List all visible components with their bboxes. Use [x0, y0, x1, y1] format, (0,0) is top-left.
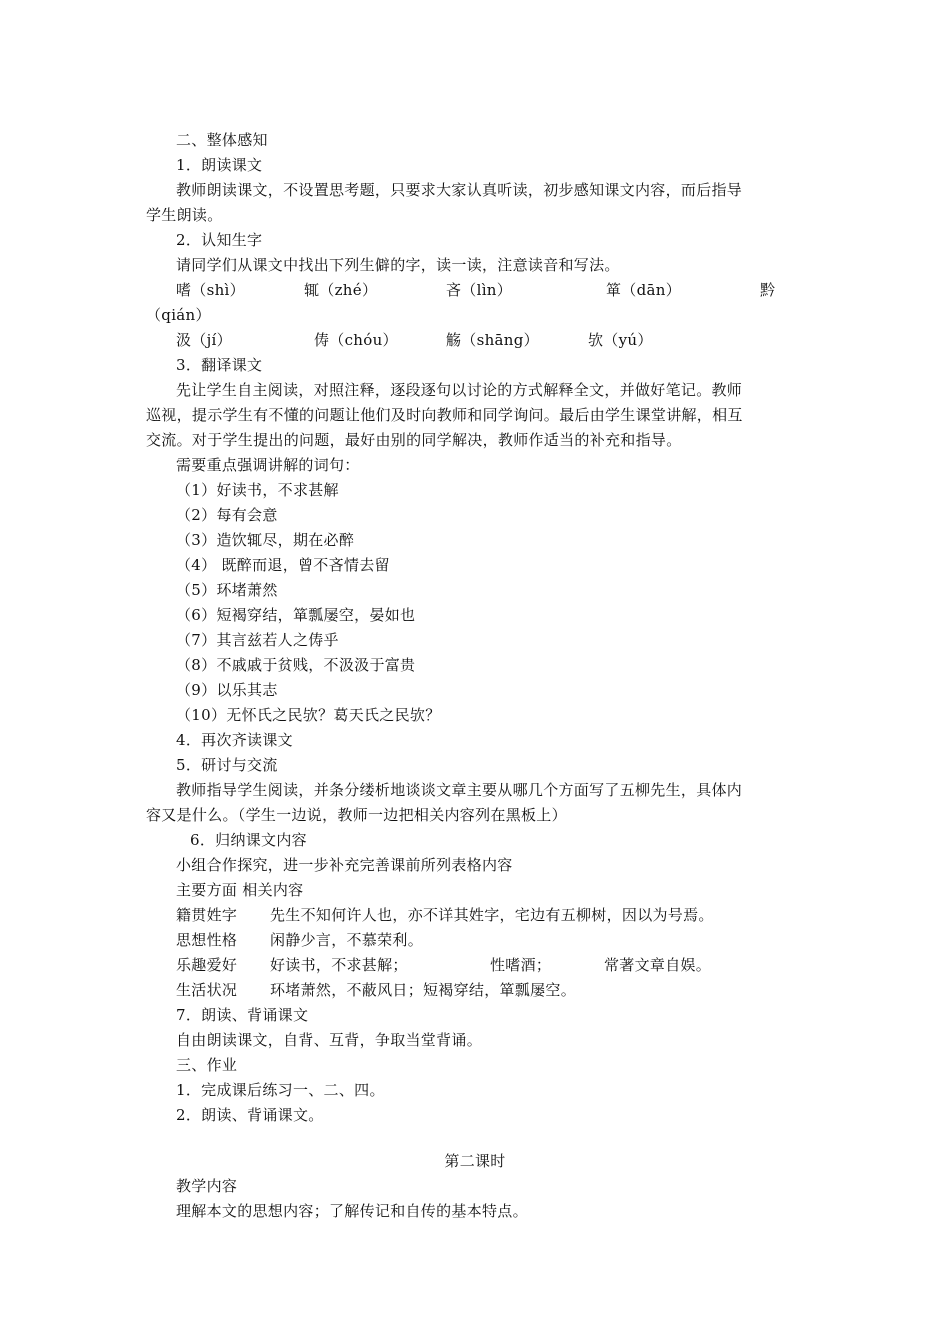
item-title: 2．认知生字 [176, 231, 263, 249]
paragraph-line: 自由朗读课文，自背、互背，争取当堂背诵。 [176, 1031, 483, 1049]
paragraph-line: 先让学生自主阅读，对照注释，逐段逐句以讨论的方式解释全文，并做好笔记。教师 [176, 381, 743, 399]
list-item: （5）环堵萧然 [176, 581, 278, 599]
paragraph-line: 教师朗读课文，不设置思考题，只要求大家认真听读，初步感知课文内容，而后指导 [176, 181, 743, 199]
table-row-value: 环堵萧然，不蔽风日；短褐穿结，箪瓢屡空。 [270, 981, 577, 999]
char-item: 觞（shāng） [446, 331, 539, 349]
table-row-label: 思想性格 [176, 931, 238, 949]
item-title: 1．朗读课文 [176, 156, 263, 174]
char-item: 吝（lìn） [446, 281, 513, 299]
table-row [0, 930, 950, 950]
list-item: （4） 既醉而退，曾不吝情去留 [176, 556, 390, 574]
list-item: （2）每有会意 [176, 506, 278, 524]
char-item: 辄（zhé） [304, 281, 378, 299]
paragraph-line: 需要重点强调讲解的词句： [176, 456, 360, 474]
char-row [0, 280, 950, 300]
paragraph-line: 请同学们从课文中找出下列生僻的字，读一读，注意读音和写法。 [176, 256, 620, 274]
table-row-label: 生活状况 [176, 981, 238, 999]
char-row [0, 330, 950, 350]
section-heading: 三、作业 [176, 1056, 238, 1074]
char-item: 欤（yú） [588, 331, 653, 349]
paragraph-line: 小组合作探究，进一步补充完善课前所列表格内容 [176, 856, 513, 874]
table-header: 主要方面 相关内容 [176, 881, 304, 899]
item-title: 3．翻译课文 [176, 356, 263, 374]
table-row-value: 好读书，不求甚解； [270, 956, 408, 974]
section-heading: 二、整体感知 [176, 131, 268, 149]
table-row [0, 955, 950, 975]
list-item: （1）好读书，不求甚解 [176, 481, 339, 499]
item-title: 4．再次齐读课文 [176, 731, 293, 749]
table-row-value: 常著文章自娱。 [604, 956, 712, 974]
list-item: （3）造饮辄尽，期在必醉 [176, 531, 355, 549]
table-row-label: 乐趣爱好 [176, 956, 238, 974]
table-row-value: 闲静少言，不慕荣利。 [270, 931, 424, 949]
char-item: 嗜（shì） [176, 281, 245, 299]
table-row-label: 籍贯姓字 [176, 906, 238, 924]
char-item: 汲（jí） [176, 331, 232, 349]
paragraph-line: 容又是什么。（学生一边说，教师一边把相关内容列在黑板上） [146, 806, 567, 824]
paragraph-line: 教师指导学生阅读，并条分缕析地谈谈文章主要从哪几个方面写了五柳先生，具体内 [176, 781, 743, 799]
char-item: 箪（dān） [606, 281, 682, 299]
list-item: （9）以乐其志 [176, 681, 278, 699]
table-row-value: 先生不知何许人也，亦不详其姓字，宅边有五柳树，因以为号焉。 [270, 906, 714, 924]
paragraph-line: 交流。对于学生提出的问题，最好由别的同学解决，教师作适当的补充和指导。 [146, 431, 682, 449]
section-heading: 教学内容 [176, 1177, 238, 1195]
list-item: 2．朗读、背诵课文。 [176, 1106, 324, 1124]
paragraph-line: 理解本文的思想内容；了解传记和自传的基本特点。 [176, 1202, 528, 1220]
list-item: （7）其言兹若人之俦乎 [176, 631, 339, 649]
item-title: 6．归纳课文内容 [190, 831, 307, 849]
list-item: （10）无怀氏之民欤？葛天氏之民欤？ [176, 706, 441, 724]
list-item: 1．完成课后练习一、二、四。 [176, 1081, 385, 1099]
char-item: 黔 [760, 281, 776, 299]
lesson-title: 第二课时 [444, 1152, 506, 1170]
item-title: 7．朗读、背诵课文 [176, 1006, 309, 1024]
table-row [0, 980, 950, 1000]
paragraph-line: 巡视，提示学生有不懂的问题让他们及时向教师和同学询问。最后由学生课堂讲解，相互 [146, 406, 743, 424]
paragraph-line: 学生朗读。 [146, 206, 223, 224]
char-item-continued: （qián） [146, 306, 211, 324]
table-row [0, 905, 950, 925]
char-item: 俦（chóu） [314, 331, 398, 349]
list-item: （8）不戚戚于贫贱，不汲汲于富贵 [176, 656, 416, 674]
table-row-value: 性嗜酒； [490, 956, 552, 974]
list-item: （6）短褐穿结，箪瓢屡空，晏如也 [176, 606, 416, 624]
item-title: 5．研讨与交流 [176, 756, 278, 774]
